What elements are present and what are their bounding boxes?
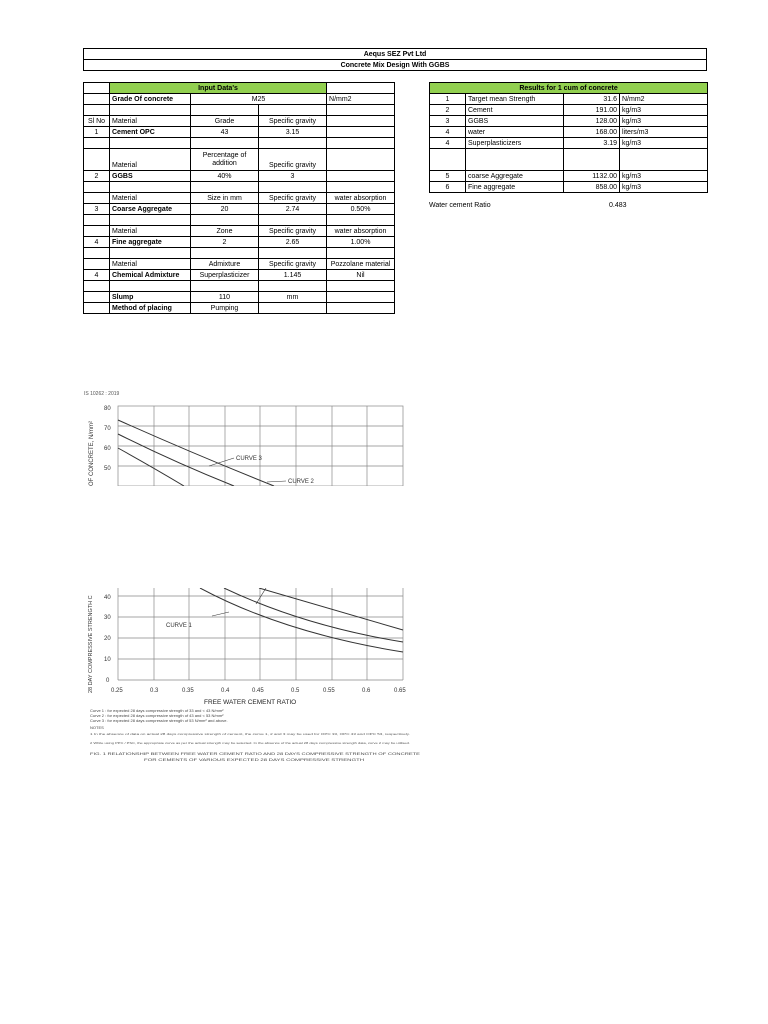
fa-sg: 2.65	[259, 237, 327, 248]
top-y-tick: 70	[104, 426, 111, 432]
x-tick: 0.55	[323, 688, 335, 694]
slump-unit: mm	[259, 292, 327, 303]
ggbs-hdr-sg: Specific gravity	[259, 149, 327, 171]
ca-wa: 0.50%	[327, 204, 395, 215]
adm-hdr-sg: Specific gravity	[259, 259, 327, 270]
result-value: 1132.00	[564, 171, 620, 182]
input-table	[83, 82, 395, 314]
legend-curve-2: Curve 2 : for expected 28 days compressive strength of 43 and < 53 N/mm²	[90, 713, 224, 718]
ggbs-hdr-material: Material	[110, 149, 191, 171]
legend-curve-3: Curve 3 : for expected 28 days compressive strength of 53 N/mm² and above.	[90, 718, 228, 723]
grade-value: M25	[191, 94, 327, 105]
fa-name: Fine aggregate	[110, 237, 191, 248]
x-tick: 0.45	[252, 688, 264, 694]
curve-3-label: CURVE 3	[236, 456, 262, 462]
wc-ratio-label: Water cement Ratio	[429, 202, 491, 209]
result-unit: kg/m3	[620, 138, 708, 149]
top-y-tick: 80	[104, 406, 111, 412]
result-name: Fine aggregate	[466, 182, 564, 193]
note-2: 2 While using PPC / PSC, the appropriate curve as per the actual strength may be selected. In the absence of the actual 28 days compressive strength data, curve 2 may be utilised.	[90, 741, 411, 745]
fa-no: 4	[84, 237, 110, 248]
result-row	[430, 182, 708, 193]
top-y-axis-label: OF CONCRETE, N/mm²	[89, 421, 95, 486]
bottom-y-tick: 0	[106, 678, 110, 684]
result-name: GGBS	[466, 116, 564, 127]
curve-3-lower	[259, 588, 403, 630]
ggbs-pct: 40%	[191, 171, 259, 182]
placing-value: Pumping	[191, 303, 259, 314]
x-tick: 0.6	[362, 688, 371, 694]
legend-curve-1: Curve 1 : for expected 28 days compressive strength of 33 and < 43 N/mm²	[90, 708, 224, 713]
result-no: 4	[430, 138, 466, 149]
wc-ratio-value: 0.483	[609, 202, 627, 209]
result-value: 128.00	[564, 116, 620, 127]
notes-title: NOTES	[90, 725, 104, 730]
adm-no: 4	[84, 270, 110, 281]
result-unit: kg/m3	[620, 116, 708, 127]
cement-sg: 3.15	[259, 127, 327, 138]
grade-label: Grade Of concrete	[110, 94, 191, 105]
cement-no: 1	[84, 127, 110, 138]
result-no: 5	[430, 171, 466, 182]
fa-wa: 1.00%	[327, 237, 395, 248]
result-no: 2	[430, 105, 466, 116]
ca-hdr-material: Material	[110, 193, 191, 204]
result-value: 3.19	[564, 138, 620, 149]
header-table	[83, 48, 707, 71]
cement-name: Cement OPC	[110, 127, 191, 138]
result-row	[430, 116, 708, 127]
bottom-y-tick: 20	[104, 636, 111, 642]
x-ticks	[111, 688, 406, 694]
ca-name: Coarse Aggregate	[110, 204, 191, 215]
x-tick: 0.65	[394, 688, 406, 694]
col-sg: Specific gravity	[259, 116, 327, 127]
curve-1-label: CURVE 1	[166, 623, 192, 629]
top-grid	[118, 406, 403, 486]
top-y-tick: 60	[104, 446, 111, 452]
ggbs-sg: 3	[259, 171, 327, 182]
ca-hdr-size: Size in mm	[191, 193, 259, 204]
adm-name: Chemical Admixture	[110, 270, 191, 281]
result-no: 4	[430, 127, 466, 138]
ca-hdr-wa: water absorption	[327, 193, 395, 204]
curve-1-line	[118, 448, 184, 486]
result-name: coarse Aggregate	[466, 171, 564, 182]
fa-hdr-sg: Specific gravity	[259, 226, 327, 237]
ggbs-hdr-pct: Percentage of addition	[191, 149, 259, 171]
x-tick: 0.5	[291, 688, 300, 694]
result-unit: N/mm2	[620, 94, 708, 105]
result-name: Superplasticizers	[466, 138, 564, 149]
adm-sg: 1.145	[259, 270, 327, 281]
fa-hdr-material: Material	[110, 226, 191, 237]
col-material: Material	[110, 116, 191, 127]
sheet-title: Concrete Mix Design With GGBS	[84, 60, 707, 71]
note-1: 1 In the absence of data on actual 28 days compressive strength of cement, the curve 1, 2 and 3 may be used for OPC 33, OPC 43 and OPC 53, respectively.	[90, 732, 411, 736]
result-unit: kg/m3	[620, 171, 708, 182]
adm-type: Superplasticizer	[191, 270, 259, 281]
x-axis-label: FREE WATER CEMENT RATIO	[204, 699, 297, 706]
result-value: 31.6	[564, 94, 620, 105]
input-title: Input Data's	[110, 83, 327, 94]
result-no: 1	[430, 94, 466, 105]
results-title: Results for 1 cum of concrete	[430, 83, 708, 94]
adm-pz: Nil	[327, 270, 395, 281]
result-row	[430, 94, 708, 105]
result-row	[430, 127, 708, 138]
result-name: Target mean Strength	[466, 94, 564, 105]
x-tick: 0.4	[221, 688, 230, 694]
results-table	[429, 82, 708, 193]
col-slno: Sl No	[84, 116, 110, 127]
ca-size: 20	[191, 204, 259, 215]
result-row	[430, 171, 708, 182]
ggbs-name: GGBS	[110, 171, 191, 182]
adm-hdr-material: Material	[110, 259, 191, 270]
result-row	[430, 105, 708, 116]
result-value: 168.00	[564, 127, 620, 138]
curve-2-label: CURVE 2	[288, 479, 314, 485]
figure-caption-line-2: FOR CEMENTS OF VARIOUS EXPECTED 28 DAYS COMPRESSIVE STRENGTH	[144, 758, 365, 762]
result-name: water	[466, 127, 564, 138]
fa-hdr-zone: Zone	[191, 226, 259, 237]
cement-grade: 43	[191, 127, 259, 138]
result-value: 191.00	[564, 105, 620, 116]
bottom-y-tick: 30	[104, 615, 111, 621]
top-y-tick: 50	[104, 466, 111, 472]
result-value: 858.00	[564, 182, 620, 193]
figure-caption-line-1: FIG. 1 RELATIONSHIP BETWEEN FREE WATER CEMENT RATIO AND 28 DAYS COMPRESSIVE STRENGTH OF CONCRETE	[90, 752, 421, 756]
bottom-y-axis-label: 28 DAY COMPRESSIVE STRENGTH C	[88, 595, 94, 693]
bottom-y-tick: 10	[104, 657, 111, 663]
fa-zone: 2	[191, 237, 259, 248]
adm-hdr-adm: Admixture	[191, 259, 259, 270]
slump-value: 110	[191, 292, 259, 303]
result-name: Cement	[466, 105, 564, 116]
fa-hdr-wa: water absorption	[327, 226, 395, 237]
is-code-label: IS 10262 : 2019	[84, 391, 120, 397]
ca-sg: 2.74	[259, 204, 327, 215]
grade-unit: N/mm2	[327, 94, 395, 105]
bottom-y-tick: 40	[104, 595, 111, 601]
company-name: Aequs SEZ Pvt Ltd	[84, 49, 707, 60]
slump-label: Slump	[110, 292, 191, 303]
ggbs-no: 2	[84, 171, 110, 182]
result-unit: kg/m3	[620, 182, 708, 193]
placing-label: Method of placing	[110, 303, 191, 314]
result-no: 6	[430, 182, 466, 193]
adm-hdr-pz: Pozzolane material	[327, 259, 395, 270]
result-no: 3	[430, 116, 466, 127]
x-tick: 0.35	[182, 688, 194, 694]
x-tick: 0.3	[150, 688, 159, 694]
col-grade: Grade	[191, 116, 259, 127]
result-row	[430, 138, 708, 149]
is-code-chart-bottom	[84, 588, 424, 768]
curve-1-lower	[200, 588, 403, 652]
result-unit: kg/m3	[620, 105, 708, 116]
is-code-chart-top	[84, 386, 406, 486]
ca-hdr-sg: Specific gravity	[259, 193, 327, 204]
curve-3-line	[118, 420, 274, 486]
result-unit: liters/m3	[620, 127, 708, 138]
curve-2-line	[118, 434, 234, 486]
ca-no: 3	[84, 204, 110, 215]
x-tick: 0.25	[111, 688, 123, 694]
